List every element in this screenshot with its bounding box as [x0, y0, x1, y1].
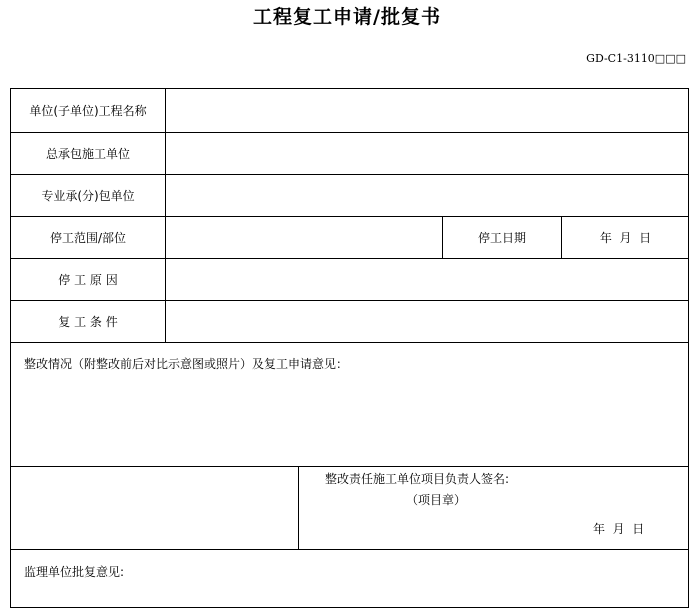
- sub-contractor-field[interactable]: [166, 174, 689, 216]
- signature-left-blank: [11, 467, 298, 549]
- stop-scope-field[interactable]: [166, 216, 442, 258]
- resume-conditions-label: 复 工 条 件: [58, 314, 118, 329]
- row-divider: [11, 549, 688, 550]
- signature-divider: [298, 466, 299, 549]
- project-name-field[interactable]: [166, 89, 689, 132]
- signature-date: 年 月 日: [593, 522, 645, 536]
- stop-reason-label: 停 工 原 因: [58, 272, 118, 287]
- project-seal-label: （项目章）: [406, 493, 467, 507]
- rectification-label: 整改情况（附整改前后对比示意图或照片）及复工申请意见：: [24, 357, 349, 371]
- stop-reason-field[interactable]: [166, 258, 689, 300]
- supervision-label: 监理单位批复意见:: [24, 565, 125, 579]
- sub-contractor-label: 专业承(分)包单位: [41, 188, 135, 203]
- stop-date-value[interactable]: 年 月 日: [599, 230, 652, 245]
- application-form-table: [10, 88, 689, 608]
- general-contractor-field[interactable]: [166, 132, 689, 174]
- stop-date-label: 停工日期: [477, 230, 526, 245]
- stop-scope-label: 停工范围/部位: [49, 230, 127, 245]
- row-divider: [11, 342, 688, 343]
- signature-label: 整改责任施工单位项目负责人签名:: [325, 472, 510, 486]
- resume-conditions-field[interactable]: [166, 300, 689, 342]
- document-title: 工程复工申请/批复书: [253, 6, 441, 28]
- document-number: GD-C1-3110□□□: [586, 52, 686, 65]
- general-contractor-label: 总承包施工单位: [45, 146, 130, 161]
- project-name-label: 单位(子单位)工程名称: [29, 104, 147, 118]
